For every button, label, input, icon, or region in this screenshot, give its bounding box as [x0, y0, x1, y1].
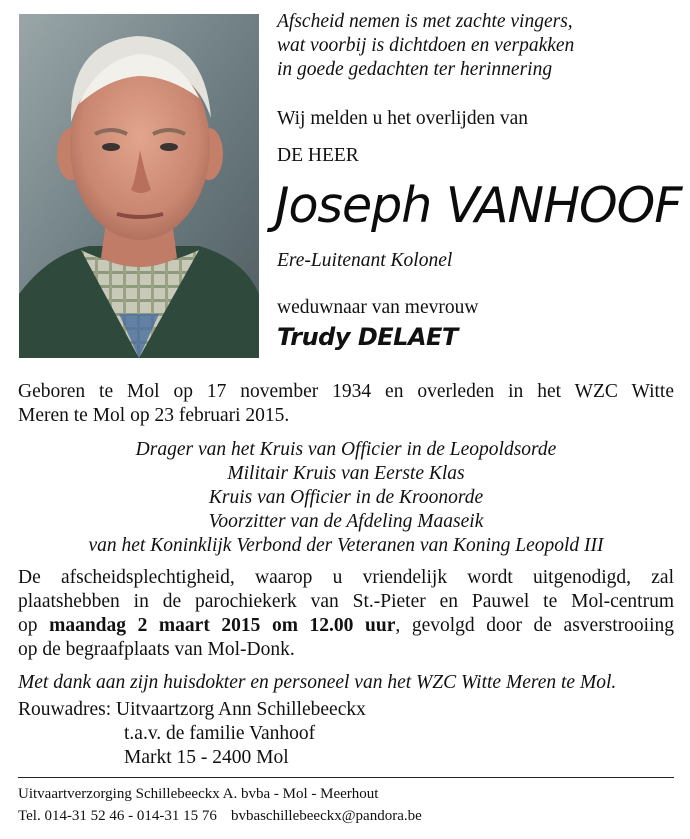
honour-item: Militair Kruis van Eerste Klas — [227, 463, 465, 484]
birth-death-line: Geboren te Mol op 17 november 1934 en overleden in het WZC Witte — [18, 381, 674, 402]
address-label: Rouwadres: — [18, 699, 112, 720]
thanks-note: Met dank aan zijn huisdokter en personeel van het WZC Witte Meren te Mol. — [18, 672, 617, 693]
rank: Ere-Luitenant Kolonel — [277, 250, 453, 271]
email-address: bvbaschillebeeckx@pandora.be — [230, 808, 422, 824]
phone-numbers: Tel. 014-31 52 46 - 014-31 15 76 — [18, 808, 217, 824]
deceased-name: Joseph VANHOOF — [275, 177, 682, 234]
poem-line: wat voorbij is dichtdoen en verpakken — [277, 35, 575, 56]
spouse-name: Trudy DELAET — [277, 323, 458, 351]
birth-death-line: Meren te Mol op 23 februari 2015. — [18, 405, 290, 426]
poem-line: Afscheid nemen is met zachte vingers, — [277, 11, 573, 32]
address-line: t.a.v. de familie Vanhoof — [124, 723, 316, 744]
footer-divider — [18, 777, 674, 778]
address-line: Markt 15 - 2400 Mol — [124, 747, 289, 768]
honours-list — [18, 438, 674, 558]
honorific: DE HEER — [277, 145, 359, 166]
honour-item: Drager van het Kruis van Officier in de Leopoldsorde — [135, 439, 557, 460]
footer — [18, 783, 674, 827]
ceremony-text: op — [18, 615, 38, 636]
poem-line: in goede gedachten ter herinnering — [277, 59, 553, 80]
honour-item: van het Koninklijk Verbond der Veteranen van Koning Leopold III — [88, 535, 604, 556]
ceremony-line — [18, 614, 674, 638]
poem — [277, 10, 677, 82]
birth-death-paragraph — [18, 380, 674, 428]
ceremony-text: , gevolgd door de asverstrooiing — [395, 615, 675, 636]
ceremony-line: op de begraafplaats van Mol-Donk. — [18, 639, 295, 660]
ceremony-line: plaatshebben in de parochiekerk van St.-Pieter en Pauwel te Mol-centrum — [18, 591, 674, 612]
widower-text: weduwnaar van mevrouw — [277, 297, 479, 318]
address-line: Uitvaartzorg Ann Schillebeeckx — [116, 699, 366, 720]
honour-item: Kruis van Officier in de Kroonorde — [208, 487, 484, 508]
honour-item: Voorzitter van de Afdeling Maaseik — [208, 511, 484, 532]
ceremony-line: De afscheidsplechtigheid, waarop u vriendelijk wordt uitgenodigd, zal — [18, 567, 674, 588]
portrait-photo — [19, 14, 259, 358]
ceremony-date: maandag 2 maart 2015 om 12.00 uur — [49, 615, 396, 636]
funeral-company: Uitvaartverzorging Schillebeeckx A. bvba - Mol - Meerhout — [18, 786, 379, 802]
announcement: Wij melden u het overlijden van — [277, 108, 529, 129]
mourning-address — [18, 698, 366, 770]
ceremony-paragraph — [18, 566, 674, 662]
